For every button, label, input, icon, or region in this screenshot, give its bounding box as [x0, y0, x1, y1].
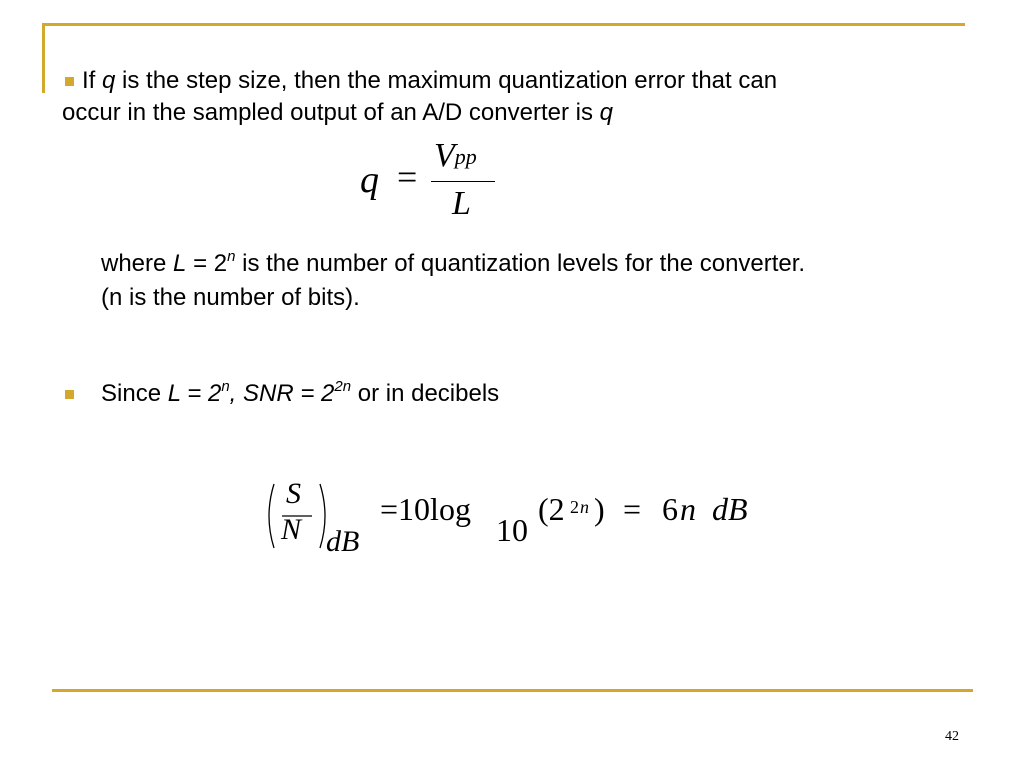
- where-line1: [101, 248, 805, 280]
- bullet-square-icon: [65, 390, 74, 399]
- formula2-subscript-dB: dB: [326, 525, 360, 558]
- formula1-denominator: L: [452, 185, 471, 222]
- text: is the number of quantization levels for the converter.: [235, 250, 806, 277]
- text: occur in the sampled output of an A/D converter is: [62, 99, 600, 126]
- bullet2-text: [101, 378, 499, 410]
- subscript-pp: pp: [454, 144, 477, 169]
- var-L: L: [173, 250, 187, 277]
- text: If: [82, 67, 103, 94]
- formula1-fraction-bar: [431, 181, 495, 182]
- bullet1-line1: [82, 65, 777, 97]
- var-q: q: [102, 67, 116, 94]
- var-q: q: [599, 99, 613, 126]
- bullet1-line2: [62, 97, 613, 129]
- frame-bottom-line: [52, 689, 973, 692]
- formula1-equals: =: [397, 157, 418, 197]
- formula2-exponent-2: 2: [570, 497, 579, 517]
- bullet-square-icon: [65, 77, 74, 86]
- formula2-n: n: [680, 491, 696, 527]
- exponent-2n: 2n: [334, 378, 352, 395]
- formula1-numerator: [434, 137, 477, 175]
- formula2-open-paren-two: (2: [538, 491, 565, 527]
- text: Since: [101, 380, 168, 407]
- formula2-exponent-n: n: [580, 497, 589, 517]
- formula1-lhs: q: [360, 159, 379, 201]
- text: = 2: [186, 250, 228, 277]
- formula2-equals-log: =10log: [380, 491, 471, 527]
- L-eq: L = 2: [167, 380, 222, 407]
- page-number: 42: [945, 729, 959, 744]
- text: or in decibels: [351, 380, 500, 407]
- text: where: [101, 250, 174, 277]
- formula2-dB: dB: [712, 491, 748, 527]
- exponent-n: n: [221, 378, 230, 395]
- formula2-numerator: S: [286, 477, 301, 510]
- text: is the step size, then the maximum quantization error that can: [115, 67, 778, 94]
- formula2-equals: =: [623, 491, 642, 527]
- snr-eq: , SNR = 2: [229, 380, 335, 407]
- formula2-denominator: N: [281, 513, 302, 546]
- formula2-six: 6: [662, 491, 678, 527]
- where-line2: (n is the number of bits).: [101, 284, 360, 311]
- frame-left-line: [42, 23, 45, 93]
- formula2-log-base: 10: [496, 512, 528, 548]
- formula2-close-paren: ): [594, 491, 605, 527]
- symbol-V: V: [434, 137, 455, 174]
- frame-top-line: [42, 23, 965, 26]
- exponent-n: n: [227, 248, 236, 265]
